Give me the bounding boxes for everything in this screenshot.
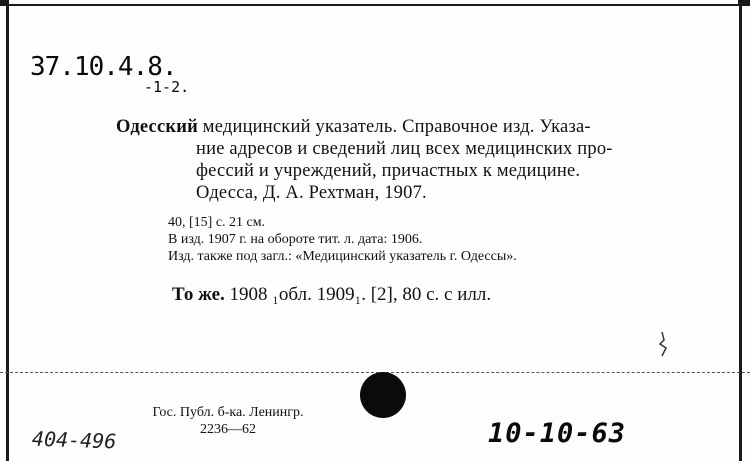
note-alt-title: Изд. также под загл.: «Медицинский указатель г. Одессы». <box>168 249 517 264</box>
inventory-number-left: 404-496 <box>31 426 117 454</box>
card-right-border <box>739 0 742 461</box>
library-stamp <box>118 404 338 438</box>
pencil-mark-icon <box>652 330 674 358</box>
edition-label: То же. <box>172 284 225 305</box>
note-date: В изд. 1907 г. на обороте тит. л. дата: 1906. <box>168 232 423 247</box>
bibliographic-notes <box>168 214 708 265</box>
shelfmark: 37.10.4.8. <box>30 52 177 82</box>
entry-heading: Одесский <box>116 117 198 137</box>
note-collation: 40, [15] с. 21 см. <box>168 215 266 230</box>
title-line-4: Одесса, Д. А. Рехтман, 1907. <box>196 183 427 203</box>
shelfmark-suffix: -1-2. <box>144 78 190 96</box>
stamp-number: 2236—62 <box>200 422 256 437</box>
stamp-library-name: Гос. Публ. б-ка. Ленингр. <box>152 405 304 420</box>
title-line-3: фессий и учреждений, причастных к медицине. <box>196 161 581 181</box>
title-line-1: медицинский указатель. Справочное изд. Указа- <box>202 117 591 137</box>
edition-note <box>172 284 491 306</box>
bibliographic-entry <box>116 116 696 204</box>
card-left-border <box>6 0 9 461</box>
title-line-2: ние адресов и сведений лиц всех медицинских про- <box>196 139 613 159</box>
inventory-date-right: 10-10-63 <box>488 418 627 449</box>
edition-details: 1908 ₁обл. 1909₁. [2], 80 с. с илл. <box>229 284 492 305</box>
punch-hole <box>360 372 406 418</box>
